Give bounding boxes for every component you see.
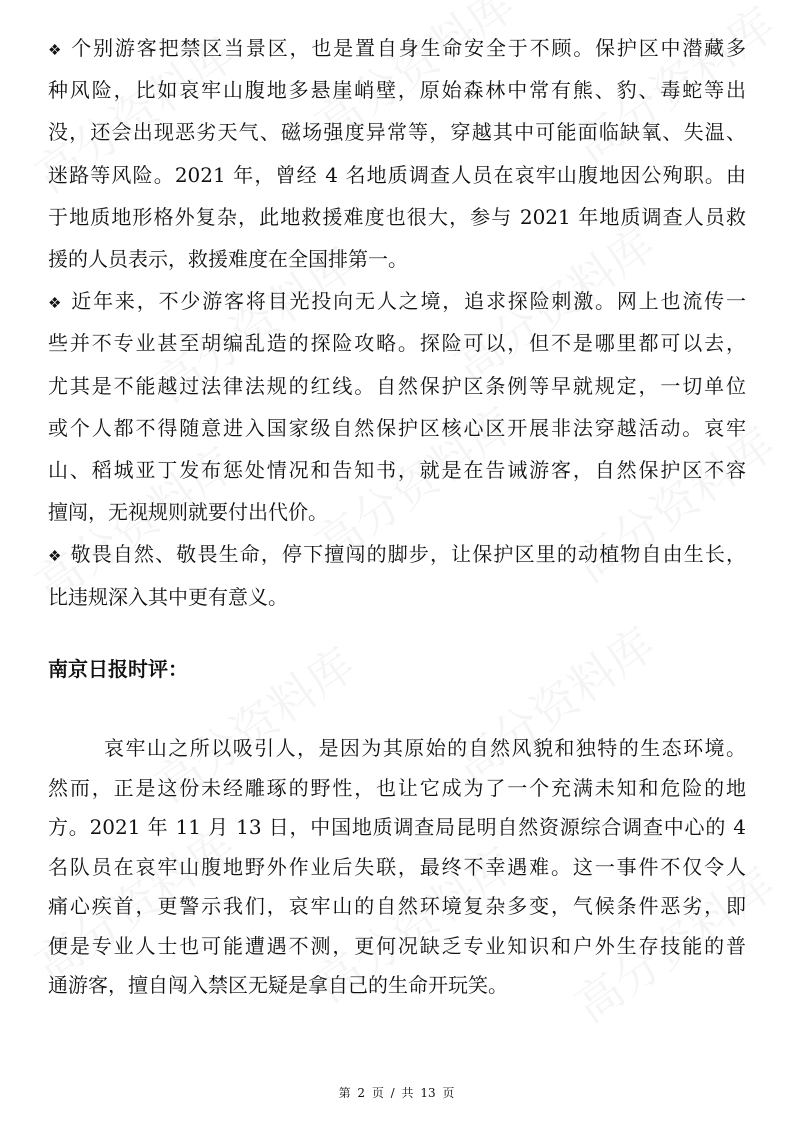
diamond-bullet-icon: ❖ [48,41,64,59]
diamond-bullet-icon: ❖ [48,547,63,566]
line-text: 尤其是不能越过法律法规的红线。自然保护区条例等早就规定，一切单位 [48,373,746,398]
bullet-line [48,111,746,153]
bullet-line [48,322,746,364]
bullet-line [48,407,746,449]
section-heading: 南京日报时评： [48,657,188,681]
line-text: 个别游客把禁区当景区，也是置自身生命安全于不顾。保护区中潜藏多 [71,36,747,60]
commentary-line: 通游客，擅自闯入禁区无疑是拿自己的生命开玩笑。 [48,973,508,997]
commentary-line: 哀牢山之所以吸引人，是因为其原始的自然风貌和独特的生态环境。 [104,736,746,760]
commentary-line: 方。2021 年 11 月 13 日，中国地质调查局昆明自然资源综合调查中心的 4 [48,815,746,839]
line-text: 比违规深入其中更有意义。 [48,584,288,609]
commentary-line: 痛心疾首，更警示我们，哀牢山的自然环境复杂多变，气候条件恶劣，即 [48,894,746,918]
line-text: 援的人员表示，救援难度在全国排第一。 [48,247,408,271]
commentary-line: 名队员在哀牢山腹地野外作业后失联，最终不幸遇难。这一事件不仅令人 [48,854,746,879]
line-text: 迷路等风险。2021 年，曾经 4 名地质调查人员在哀牢山腹地因公殉职。由 [48,162,746,187]
line-text: 或个人都不得随意进入国家级自然保护区核心区开展非法穿越活动。哀牢 [48,415,746,440]
commentary-line: 然而，正是这份未经雕琢的野性，也让它成为了一个充满未知和危险的地 [48,775,746,800]
diamond-bullet-icon: ❖ [48,294,64,313]
line-text: 于地质地形格外复杂，此地救援难度也很大，参与 2021 年地质调查人员救 [48,204,746,229]
page-footer: 第 2 页 / 共 13 页 [338,1086,455,1100]
commentary-line: 便是专业人士也可能遭遇不测，更何况缺乏专业知识和户外生存技能的普 [48,933,746,958]
line-text: 种风险，比如哀牢山腹地多悬崖峭壁，原始森林中常有熊、豹、毒蛇等出 [48,78,746,103]
line-text: 敬畏自然、敬畏生命，停下擅闯的脚步，让保护区里的动植物自由生长， [70,542,746,567]
bullet-line [48,576,746,618]
line-text: 近年来，不少游客将目光投向无人之境，追求探险刺激。网上也流传一 [71,289,747,314]
bullet-line [48,280,746,322]
bullet-line [48,449,746,491]
line-text: 没，还会出现恶劣天气、磁场强度异常等，穿越其中可能面临缺氧、失温、 [48,120,746,145]
bullet-line [48,196,746,238]
bullet-line [48,69,746,111]
line-text: 擅闯，无视规则就要付出代价。 [48,500,328,525]
bullet-line [48,491,746,533]
bullet-line [48,154,746,196]
line-text: 山、稻城亚丁发布惩处情况和告知书，就是在告诫游客，自然保护区不容 [48,458,746,482]
bullet-line [48,365,746,407]
bullet-line [48,238,746,280]
line-text: 些并不专业甚至胡编乱造的探险攻略。探险可以，但不是哪里都可以去， [48,331,746,356]
bullet-line [48,27,746,69]
bullet-line [48,533,746,575]
